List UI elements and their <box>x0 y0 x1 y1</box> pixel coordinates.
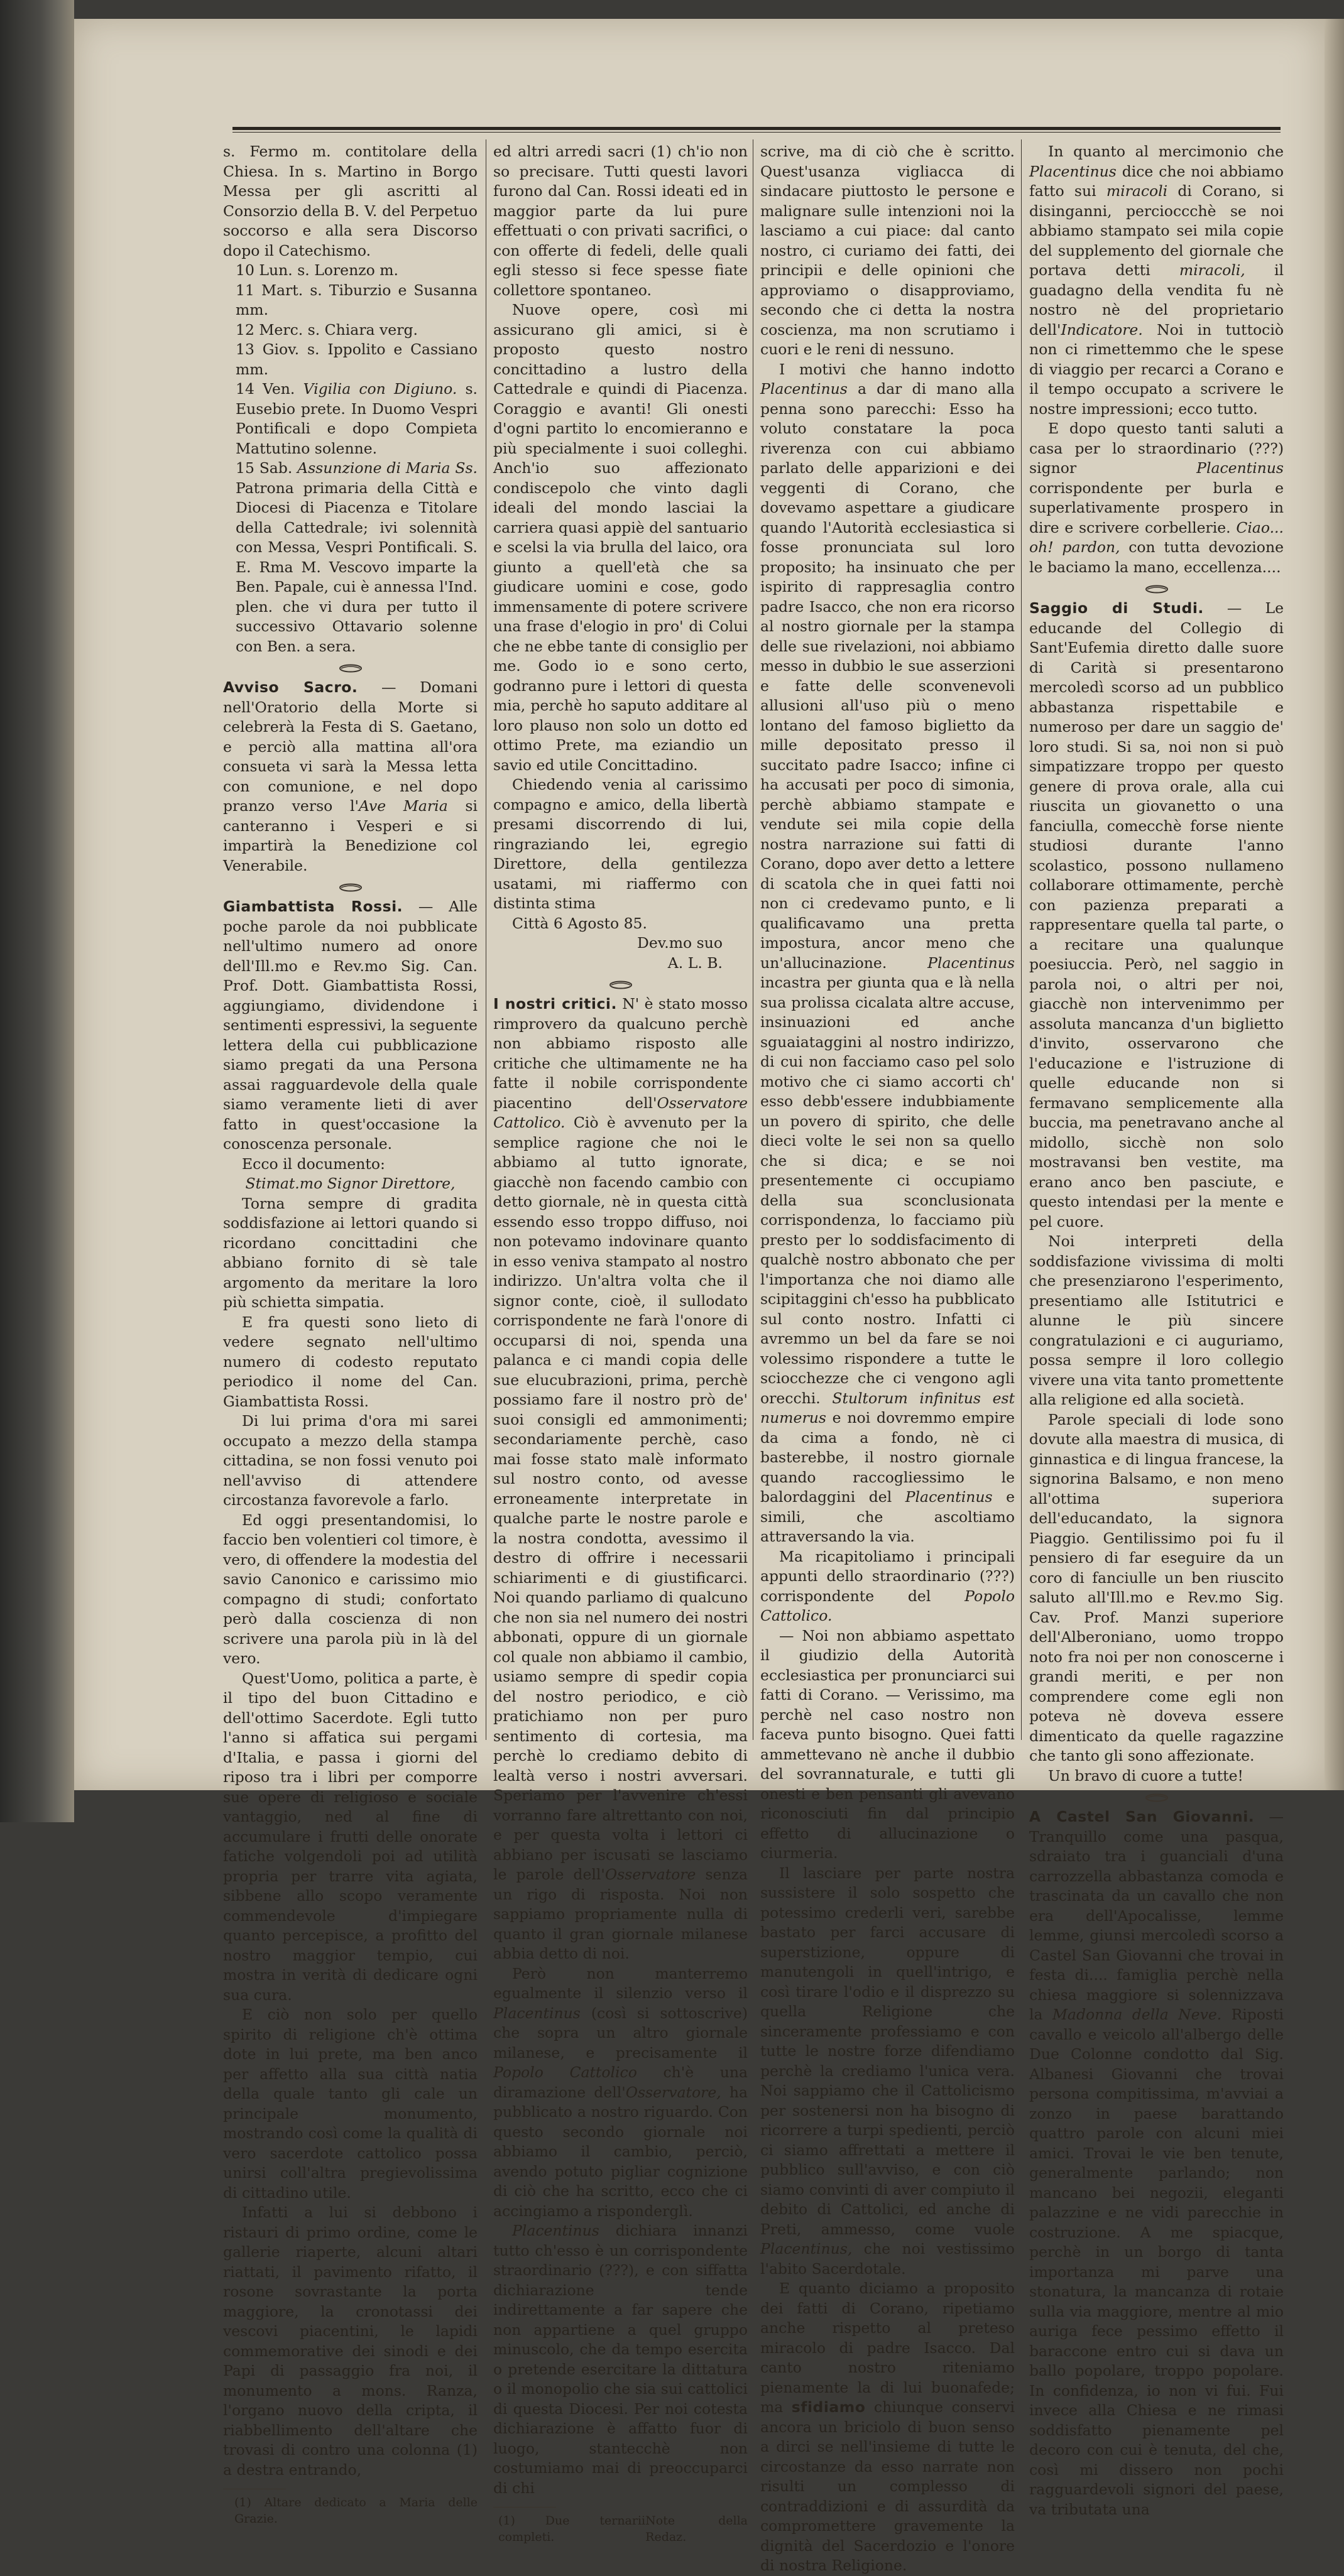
calendar-entry: 11 Mart. s. Tiburzio e Susanna mm. <box>236 281 478 318</box>
paragraph: scrive, ma di ciò che è scritto. Quest'usanza vigliacca di sindacare piuttosto le persone e malignare sulle intenzioni noi la lasciamo a cui piace: dal canto nostro, ci curiamo dei fatti, dei principii e delle opinioni che approviamo o disapproviamo, secondo che ci detta la nostra coscienza, ma non scrutiamo i cuori e le reni di nessuno. <box>760 143 1015 358</box>
paragraph: In quanto al mercimonio che Placentinus dice che noi abbiamo fatto sui miracoli di Corano, si disinganni, percioccchè se noi abbiamo stampato sei mila copie del supplemento del giornale che portava detti miracoli, il guadagno della vendita fu nè nostro nè del proprietario dell'Indicatore. Noi in tuttociò non ci rimettemmo che le spese di viaggio per recarci a Corano e il tempo occupato a scrivere le nostre impressioni; ecco tutto. <box>1029 143 1284 418</box>
ornament-icon <box>1029 581 1284 595</box>
column-3 <box>760 142 1015 2574</box>
article-title: Giambattista Rossi. <box>223 898 403 915</box>
ornament-icon <box>223 879 478 893</box>
calendar-entry: 14 Ven. Vigilia con Digiuno. s. Eusebio prete. In Duomo Vespri Pontificali e dopo Compieta Mattutino solenne. <box>236 380 478 457</box>
calendar-entry: 10 Lun. s. Lorenzo m. <box>236 261 398 279</box>
paragraph: E fra questi sono lieto di vedere segnato nell'ultimo numero di codesto reputato periodico il nome del Can. Giambattista Rossi. <box>223 1313 478 1410</box>
letter-salutation: Stimat.mo Signor Direttore, <box>245 1175 456 1192</box>
article-title: Saggio di Studi. <box>1029 599 1204 617</box>
paragraph: Ecco il documento: <box>242 1155 385 1173</box>
letter-signature: A. L. B. <box>667 954 723 972</box>
paragraph: E dopo questo tanti saluti a casa per lo straordinario (???) signor Placentinus corrispondente per burla e superlativamente prospero in dire e scrivere corbellerie. Ciao... oh! pardon, con tutta devozione le baciamo la mano, eccellenza.... <box>1029 420 1284 576</box>
article-i-nostri-critici: I nostri critici. N' è stato mosso rimprovero da qualcuno perchè non abbiamo risposto alle critiche che ultimamente ne ha fatte il nobile corrispondente piacentino dell'Osservatore Cattolico. Ciò è avvenuto per la semplice ragione che noi le abbiamo al tutto ignorate, giacchè non facendo cambio con detto giornale, nè in questa città essendo esso troppo diffuso, noi non potevamo indovinare quanto in esso veniva stampato al nostro indirizzo. Un'altra volta che il signor conte, cioè, il sullodato corrispondente ne farà l'onore di occuparsi di noi, spenda una palanca e ci mandi copia delle sue elucubrazioni, prima, perchè possiamo fare il nostro prò de' suoi consigli ed ammonimenti; secondariamente perchè, caso mai fosse stato malè informato sul nostro conto, od avesse erroneamente interpretate in qualche parte le nostre parole e la nostra condotta, avessimo il destro di offrire i necessarii schiarimenti e di giustificarci. Noi quando parliamo di qualcuno che non sia nel numero dei nostri abbonati, oppure di un giornale col quale non abbiamo il cambio, usiamo sempre di spedir copia del nostro periodico, e ciò pratichiamo non per puro sentimento di cortesia, ma perchè lo crediamo debito di lealtà verso i nostri avversari. Speriamo per l'avvenire ch'essi vorranno fare altrettanto con noi, e per questa volta i lettori ci abbiano per iscusati se lasciamo le parole dell'Osservatore senza un rigo di risposta. Noi non sappiamo propriamente nulla di quanto il gran giornale milanese abbia detto di noi. <box>493 995 748 1962</box>
letter-date: Città 6 Agosto 85. <box>512 914 647 932</box>
paragraph: Un bravo di cuore a tutte! <box>1048 1766 1243 1785</box>
paragraph: ed altri arredi sacri (1) ch'io non so precisare. Tutti questi lavori furono dal Can. Rossi ideati ed in maggior parte da lui pure effettuati o con privati sacrifici, o con offerte di fedeli, delle quali egli stesso si fece spesse fiate collettore spontaneo. <box>493 143 748 299</box>
paragraph: Quest'Uomo, politica a parte, è il tipo del buon Cittadino e dell'ottimo Sacerdote. Egli tutto l'anno si affatica sui pergami d'Italia, e passa i giorni del riposo tra i libri per comporre sue opere di religioso e sociale vantaggio, ned al fine di accumulare i frutti delle onorate fatiche volgendoli poi ad utilità propria per trarre vita agiata, sibbene allo scopo veramente commendevole d'impiegare quanto percepisce, a profitto del nostro maggior tempio, cui mostra in verità di dedicare ogni sua cura. <box>223 1669 478 2004</box>
paragraph: Parole speciali di lode sono dovute alla maestra di musica, di ginnastica e di lingua francese, la signorina Balsamo, e non meno all'ottima superiora dell'educandato, la signora Piaggio. Gentilissimo poi fu il pensiero di far eseguire da un coro di fanciulle un ben riuscito saluto all'Ill.mo e Rev.mo Sig. Cav. Prof. Manzi superiore dell'Alberoniano, uomo troppo noto fra noi per non conoscerne i grandi meriti, e per non comprendere come egli non poteva nè doveva essere dimenticato da quelle ragazzine che tanto gli sono affezionate. <box>1029 1410 1284 1764</box>
header-rule <box>232 127 1281 133</box>
paragraph: — Noi non abbiamo aspettato il giudizio della Autorità ecclesiastica per pronunciarci sui fatti di Corano. — Verissimo, ma perchè nel caso nostro non faceva punto bisogno. Quei fatti ammettevano nè anche il dubbio del sovrannaturale, e tutti gli onesti e ben pensanti gli avevano riconosciuti fin dal principio effetto di allucinazione o ciurmeria. <box>760 1626 1015 1862</box>
letter-signature: Dev.mo suo <box>637 934 723 952</box>
paragraph: E ciò non solo per quello spirito di religione ch'è ottima dote in lui prete, ma ben anco per affetto alla sua città natia della quale tanto gli cale un principale monumento, mostrando così come la qualità di vero sacerdote cattolico possa unirsi coll'altra pregievolissima di cittadino utile. <box>223 2006 478 2202</box>
article-title: Avviso Sacro. <box>223 678 358 696</box>
paragraph: Nuove opere, così mi assicurano gli amici, si è proposto questo nostro concittadino a lustro della Cattedrale e quindi di Piacenza. Coraggio e avanti! Gli onesti d'ogni partito lo encomieranno e più specialmente i suoi colleghi. Anch'io suo affezionato condiscepolo che vinto dagli ideali del mondo lasciai la carriera quasi appiè del santuario e scelsi la via brulla del laico, ora giunto a quell'età che sa giudicare uomini e cose, godo immensamente di potere scrivere una frase d'elogio in pro' di Colui che ne ebbe tante di consiglio per me. Godo io e sono certo, godranno pure i lettori di questa mia, perchè ho saputo additare al loro plauso non solo un dotto ed ottimo Prete, ma eziandio un savio ed utile Concittadino. <box>493 301 748 774</box>
paragraph: Il lasciare per parte nostra sussistere il solo sospetto che potessimo crederli veri, sarebbe bastato per farci accusare di superstizione, oppure di manutengoli in quell'intrigo, e così tirare l'odio e il disprezzo su quella Religione che sinceramente professiamo e con tutte le nostre forze difendiamo perchè la crediamo l'unica vera. Noi sappiamo che il Cattolicismo per sostenersi non ha bisogno di ricorrere a turpi spedienti, perciò ci siamo affrettati a mettere il pubblico sull'avviso, e con ciò siamo convinti di aver compiuto il debito di Cattolici, ed anche di Preti, ammesso, come vuole Placentinus, che noi vestissimo l'abito Sacerdotale. <box>760 1864 1015 2278</box>
article-castel-san-giovanni: A Castel San Giovanni. — Tranquillo come una pasqua, sdraiato tra i guanciali d'una carrozzella abbastanza comoda e trascinata da un cavallo che non era dell'Apocalisse, lemme lemme, giunsi mercoledì scorso a Castel San Giovanni che trovai in festa di.... famiglia perchè nella chiesa maggiore si solennizzava la Madonna della Neve. Riposti cavallo e veicolo all'albergo delle Due Colonne condotto dal Sig. Albanesi Giovanni che trovai persona compitissima, m'avviai a zonzo in paese barattando quattro parole con alcuni miei amici. Trovai le vie ben tenute, generalmente parlando; non mancano bei negozii, eleganti palazzine e ne vidi parecchie in costruzione. A me spiacque, perchè in un borgo di tanta importanza mi parve una stonatura, la mancanza di rotaie sulla via maggiore, mentre al mio auriga fece pessimo effetto il baraccone entro cui si dava un ballo popolare, troppo popolare. In confidenza, io non vi fui. Fui invece alla Chiesa e ne rimasi soddisfatto pienamente pel decoro con cui è tenuta, del che, così mi dissero non pochi ragguardevoli signori del paese, va tributata una <box>1029 1808 1284 2518</box>
paragraph: Infatti a lui si debbono i ristauri di primo ordine, come le gallerie riaperte, alcuni altari riattati, il pavimento rifatto, il rosone sovrastante la porta maggiore, la cronotassi dei vescovi piacentini, le lapidi commemorative dei sinodi e dei Papi di passaggio fra noi, il monumento a mons. Ranza, l'organo nuovo della cripta, il riabbellimento dell'altare che trovasi di contro una colonna (1) a destra entrando, <box>223 2204 478 2479</box>
paragraph: s. Fermo m. contitolare della Chiesa. In s. Martino in Borgo Messa per gli ascritti al Consorzio della B. V. del Perpetuo soccorso e alla sera Discorso dopo il Catechismo. <box>223 143 478 259</box>
article-avviso-sacro: Avviso Sacro. — Domani nell'Oratorio della Morte si celebrerà la Festa di S. Gaetano, e perciò alla mattina all'ora consueta vi sarà la Messa letta con comunione, e nel dopo pranzo verso l'Ave Maria si canteranno i Vesperi e si impartirà la Benedizione col Venerabile. <box>223 678 478 874</box>
paragraph: Noi interpreti della soddisfazione vivissima di molti che presenziarono l'esperimento, presentiamo alle Istitutrici e alunne le più sincere congratulazioni e ci auguriamo, possa sempre il loro collegio vivere una vita tanto promettente alla religione ed alla società. <box>1029 1232 1284 1408</box>
calendar-entry: 13 Giov. s. Ippolito e Cassiano mm. <box>236 340 478 378</box>
footnote-rule <box>493 2507 556 2508</box>
article-title: I nostri critici. <box>493 995 617 1013</box>
article-saggio-di-studi: Saggio di Studi. — Le educande del Collegio di Sant'Eufemia diretto dalle suore di Carità si presentarono mercoledì scorso ad un pubblico abbastanza rispettabile e numeroso per dare un saggio de' loro studi. Si sa, noi non si può simpatizzare troppo per questo genere di prova orale, alla cui riuscita un giovanetto o una fanciulla, comecchè forse niente studiosi durante l'anno scolastico, possono nullameno collaborare ottimamente, perchè con pazienza preparati a rappresentare quella tal parte, o a recitare una qualunque poesiuccia. Però, nel saggio in parola noi, o altri per noi, giacchè non intervenimmo per assoluta mancanza d'un biglietto d'invito, osservarono che l'educazione e l'istruzione di quelle educande non si fermavano semplicemente alla buccia, ma penetravano anche al midollo, sicchè non solo mostravansi ben vestite, ma erano anco ben pasciute, e questo intendasi per la mente e pel cuore. <box>1029 599 1284 1231</box>
paragraph: Chiedendo venia al carissimo compagno e amico, della libertà presami discorrendo di lui, ringraziando lei, egregio Direttore, della gentilezza usatami, mi riaffermo con distinta stima <box>493 776 748 912</box>
column-2 <box>493 142 748 2544</box>
paragraph: Ma ricapitoliamo i principali appunti dello straordinario (???) corrispondente del Popolo Cattolico. <box>760 1547 1015 1624</box>
article-giambattista-rossi: Giambattista Rossi. — Alle poche parole da noi pubblicate nell'ultimo numero ad onore dell'Ill.mo e Rev.mo Sig. Can. Prof. Dott. Giambattista Rossi, aggiungiamo, dividendone i sentimenti espressivi, la seguente lettera della cui pubblicazione siamo pregati da una Persona assai ragguardevole della quale siamo veramente lieti di aver fatto in quest'occasione la conoscenza personale. <box>223 898 478 1153</box>
footnote: (1) Altare dedicato a Maria delle Grazie. <box>234 2496 478 2526</box>
article-title: A Castel San Giovanni. <box>1029 1808 1255 1825</box>
ornament-icon <box>493 977 748 991</box>
paragraph: Ed oggi presentandomisi, lo faccio ben volentieri col timore, è vero, di offendere la modestia del savio Canonico e carissimo mio compagno di studi; confortato però dalla coscienza di non scrivere una parola più in là del vero. <box>223 1511 478 1667</box>
paragraph: Placentinus dichiara innanzi tutto ch'esso è un corrispondente straordinario (???), e con siffatta dichiarazione tende indirettamente a far sapere che non appartiene a quel gruppo minuscolo, che da tempo esercita o pretende esercitare la dittatura o il monopolio che sia sui cattolici di questa Diocesi. Per noi cotesta dichiarazione è affatto fuor di luogo, stantecchè non costumiamo mai di preoccuparci di chi <box>493 2222 748 2497</box>
column-1 <box>223 142 478 2526</box>
paragraph: E quanto diciamo a proposito dei fatti di Corano, ripetiamo anche rispetto al preteso miracolo di padre Isacco. Dal canto nostro riteniamo pienamente la di lui buonafede; ma sfidiamo chiunque conservi ancora un briciolo di buon senso a dirci se nell'insieme di tutte le circostanze da esso narrate non risulti un complesso di contraddizioni e di assurdità da compromettere gravemente la dignità del Sacerdozio e l'onore di nostra Religione. <box>760 2280 1015 2574</box>
calendar-entry: 15 Sab. Assunzione di Maria Ss. Patrona primaria della Città e Diocesi di Piacenza e Titolare della Cattedrale; ivi solennità con Messa, Vespri Pontificali. S. E. Rma M. Vescovo imparte la Ben. Papale, cui è annessa l'Ind. plen. che vi dura per tutto il successivo Ottavario solenne con Ben. a sera. <box>236 459 478 655</box>
calendar-entry: 12 Merc. s. Chiara verg. <box>236 320 418 339</box>
column-rule <box>1021 139 1022 1740</box>
paragraph: Però non manterremo egualmente il silenzio verso il Placentinus (così si sottoscrive) che sopra un altro giornale milanese, e precisamente il Popolo Cattolico ch'è una diramazione dell'Osservatore, ha pubblicato a nostro riguardo. Con questo secondo giornale noi abbiamo il cambio, perciò, avendo potuto pigliar cognizione di ciò che ha scritto, ecco che ci accingiamo a risponderglì. <box>493 1964 748 2220</box>
page-edge <box>1325 19 1344 1790</box>
paragraph: Torna sempre di gradita soddisfazione ai lettori quando si ricordano concittadini che abbiano fornito di sè tale argomento da meritare la loro più schietta simpatia. <box>223 1194 478 1311</box>
column-4 <box>1029 142 1284 2518</box>
ornament-icon <box>1029 1790 1284 1803</box>
paragraph: I motivi che hanno indotto Placentinus a dar di mano alla penna sono parecchi: Esso ha voluto constatare la poca riverenza con cui abbiamo parlato delle apparizioni e dei veggenti di Corano, che dovevamo aspettare a giudicare quando l'Autorità ecclesiastica si fosse pronunciata sul loro proposito; ha insinuato che per ispirito di rappresaglia contro padre Isacco, che non era ricorso al nostro giornale per la stampa delle sue rivelazioni, noi abbiamo messo in dubbio le sue asserzioni e fatte delle sconvenevoli allusioni all'uso più o meno lontano del famoso biglietto da mille depositato presso il succitato padre Isacco; infine ci ha accusati per poco di simonia, perchè abbiamo stampate e vendute sei mila copie della nostra narrazione sui fatti di Corano, dopo aver detto a lettere di scatola che in quei fatti noi non ci credevamo punto, e li qualificavamo una pretta impostura, ancor meno che un'allucinazione. Placentinus incastra per giunta qua e là nella sua prolissa cicalata altre accuse, insinuazioni ed anche sguaiataggini al nostro indirizzo, di cui non facciamo caso pel solo motivo che ci siamo accorti ch' esso debb'essere indubbiamente un povero di spirito, che delle dieci volte le sei non sa quello che si dica; e se noi presentemente ci occupiamo della sua sconclusionata corrispondenza, lo facciamo più presto per lo soddisfacimento di qualchè nostro abbonato che per l'importanza che noi diamo alle scipitaggini ch'esso ha pubblicato sul conto nostro. Infatti ci avremmo un bel da fare se noi volessimo rispondere a tutte le sciocchezze che ci vengono agli orecchi. Stultorum infinitus est numerus e noi dovremmo empire da cima a fondo, nè ci basterebbe, il nostro giornale quando raccogliessimo le balordaggini del Placentinus e simili, che ascoltiamo attraversando la via. <box>760 360 1015 1545</box>
footnote: (1) Due ternarii completi. Note della Redaz. <box>498 2514 748 2544</box>
paragraph: Di lui prima d'ora mi sarei occupato a mezzo della stampa cittadina, se non fossi venuto poi nell'avviso di attendere circostanza favorevole a farlo. <box>223 1412 478 1509</box>
book-binding <box>0 0 74 1822</box>
ornament-icon <box>223 660 478 674</box>
